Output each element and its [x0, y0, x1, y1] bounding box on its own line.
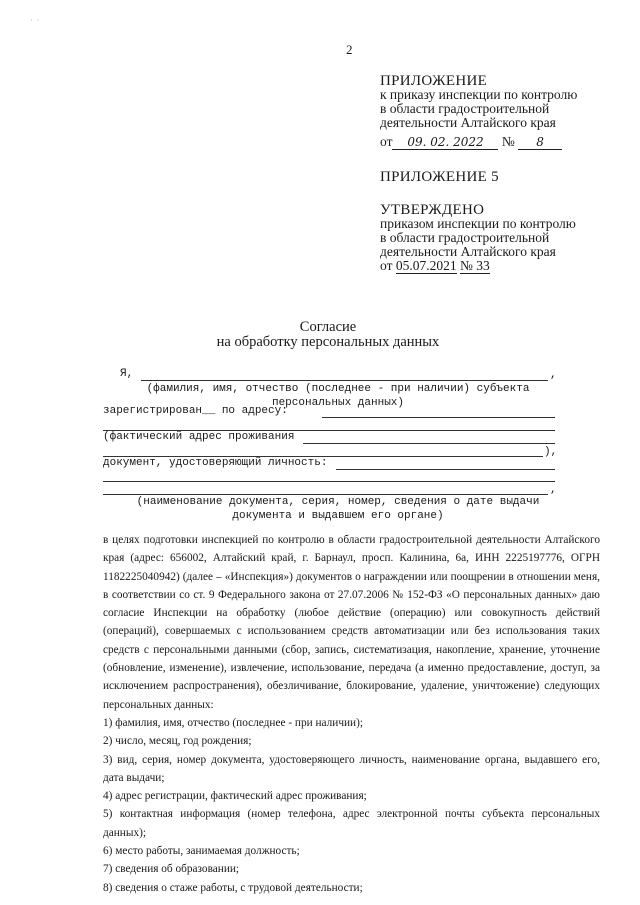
list-item: 1) фамилия, имя, отчество (последнее - при наличии);	[103, 716, 363, 729]
appendix-number-handwritten: 8	[518, 135, 562, 150]
scan-specks: · ·	[30, 16, 40, 25]
list-item: 2) число, месяц, год рождения;	[103, 735, 252, 748]
registered-label: зарегистрирован__ по адресу:	[103, 405, 288, 417]
actual-address-close: ),	[544, 446, 558, 458]
fio-caption-line-2: персональных данных)	[271, 397, 405, 409]
list-item: 4) адрес регистрации, фактический адрес проживания;	[103, 790, 367, 803]
title-line-1: Согласие	[299, 319, 357, 335]
approved-date: 05.07.2021	[395, 258, 457, 273]
appendix-5-label: ПРИЛОЖЕНИЕ 5	[380, 169, 499, 185]
document-line-1	[336, 469, 555, 470]
approved-block	[380, 203, 620, 274]
approved-heading: УТВЕРЖДЕНО	[380, 202, 485, 218]
appendix-line-2: в области градостроительной	[380, 101, 550, 116]
appendix-date-handwritten: 09. 02. 2022	[392, 135, 498, 150]
document-caption-line-2: документа и выдавшем его органе)	[232, 510, 444, 522]
document-comma: ,	[550, 484, 557, 496]
document-caption	[103, 495, 573, 523]
approved-line-1: приказом инспекции по контролю	[380, 216, 576, 231]
appendix-number-sign: №	[501, 134, 515, 149]
approved-date-line	[380, 259, 620, 274]
appendix-line-1: к приказу инспекции по контролю	[380, 87, 578, 102]
appendix-date-line	[380, 135, 620, 150]
actual-address-line-1	[303, 443, 555, 444]
document-line-2	[103, 481, 555, 482]
fio-caption-line-1: (фамилия, имя, отчество (последнее - при наличии) субъекта	[146, 383, 530, 395]
document-label: документ, удостоверяющий личность:	[103, 457, 328, 469]
consent-paragraph: в целях подготовки инспекцией по контролю в области градостроительной деятельности Алтайского края (адрес: 656002, Алтайский край, г. Барнаул, просп. Калинина, 6а, ИНН 2225197776, ОГРН 1182225040942) (далее – «Инспекция») документов о награждении или поощрении в отношении меня, в соответствии со ст. 9 Федерального закона от 27.07.2006 № 152-ФЗ «О персональных данных» даю согласие Инспекции на обработку (любое действие (операцию) или совокупность действий (операций), совершаемых с использованием средств автоматизации или без использования таких средств с персональными данными (сбор, запись, систематизация, накопление, хранение, уточнение (обновление, изменение), извлечение, использование, передача (а именно предоставление, доступ, за исключением распространения), обезличивание, блокирование, удаление, уничтожение) следующих персональных данных:	[103, 534, 600, 711]
approved-line-2: в области градостроительной	[380, 230, 550, 245]
appendix-date-prefix: от	[380, 134, 393, 149]
ya-comma: ,	[550, 369, 557, 381]
approved-number: № 33	[459, 258, 490, 273]
registered-address-line-1	[322, 417, 555, 418]
list-item: 8) сведения о стаже работы, с трудовой деятельности;	[103, 881, 363, 894]
page-number: 2	[346, 42, 353, 57]
list-item: 3) вид, серия, номер документа, удостоверяющего личность, наименование органа, выдавшего его, дата выдачи;	[103, 753, 600, 784]
approved-line-3: деятельности Алтайского края	[380, 244, 556, 259]
consent-body	[103, 531, 600, 897]
appendix-block	[380, 74, 620, 150]
document-caption-line-1: (наименование документа, серия, номер, сведения о дате выдачи	[136, 496, 540, 508]
document-title	[0, 320, 640, 350]
fio-field-line	[141, 380, 548, 381]
ya-label: Я,	[120, 368, 134, 380]
list-item: 6) место работы, занимаемая должность;	[103, 845, 300, 858]
actual-address-label: (фактический адрес проживания	[103, 431, 295, 443]
approved-date-prefix: от	[380, 258, 393, 273]
appendix-line-3: деятельности Алтайского края	[380, 115, 556, 130]
title-line-2: на обработку персональных данных	[216, 334, 440, 350]
list-item: 5) контактная информация (номер телефона, адрес электронной почты субъекта персональных данных);	[103, 808, 600, 839]
appendix-heading: ПРИЛОЖЕНИЕ	[380, 73, 488, 89]
list-item: 7) сведения об образовании;	[103, 863, 240, 876]
